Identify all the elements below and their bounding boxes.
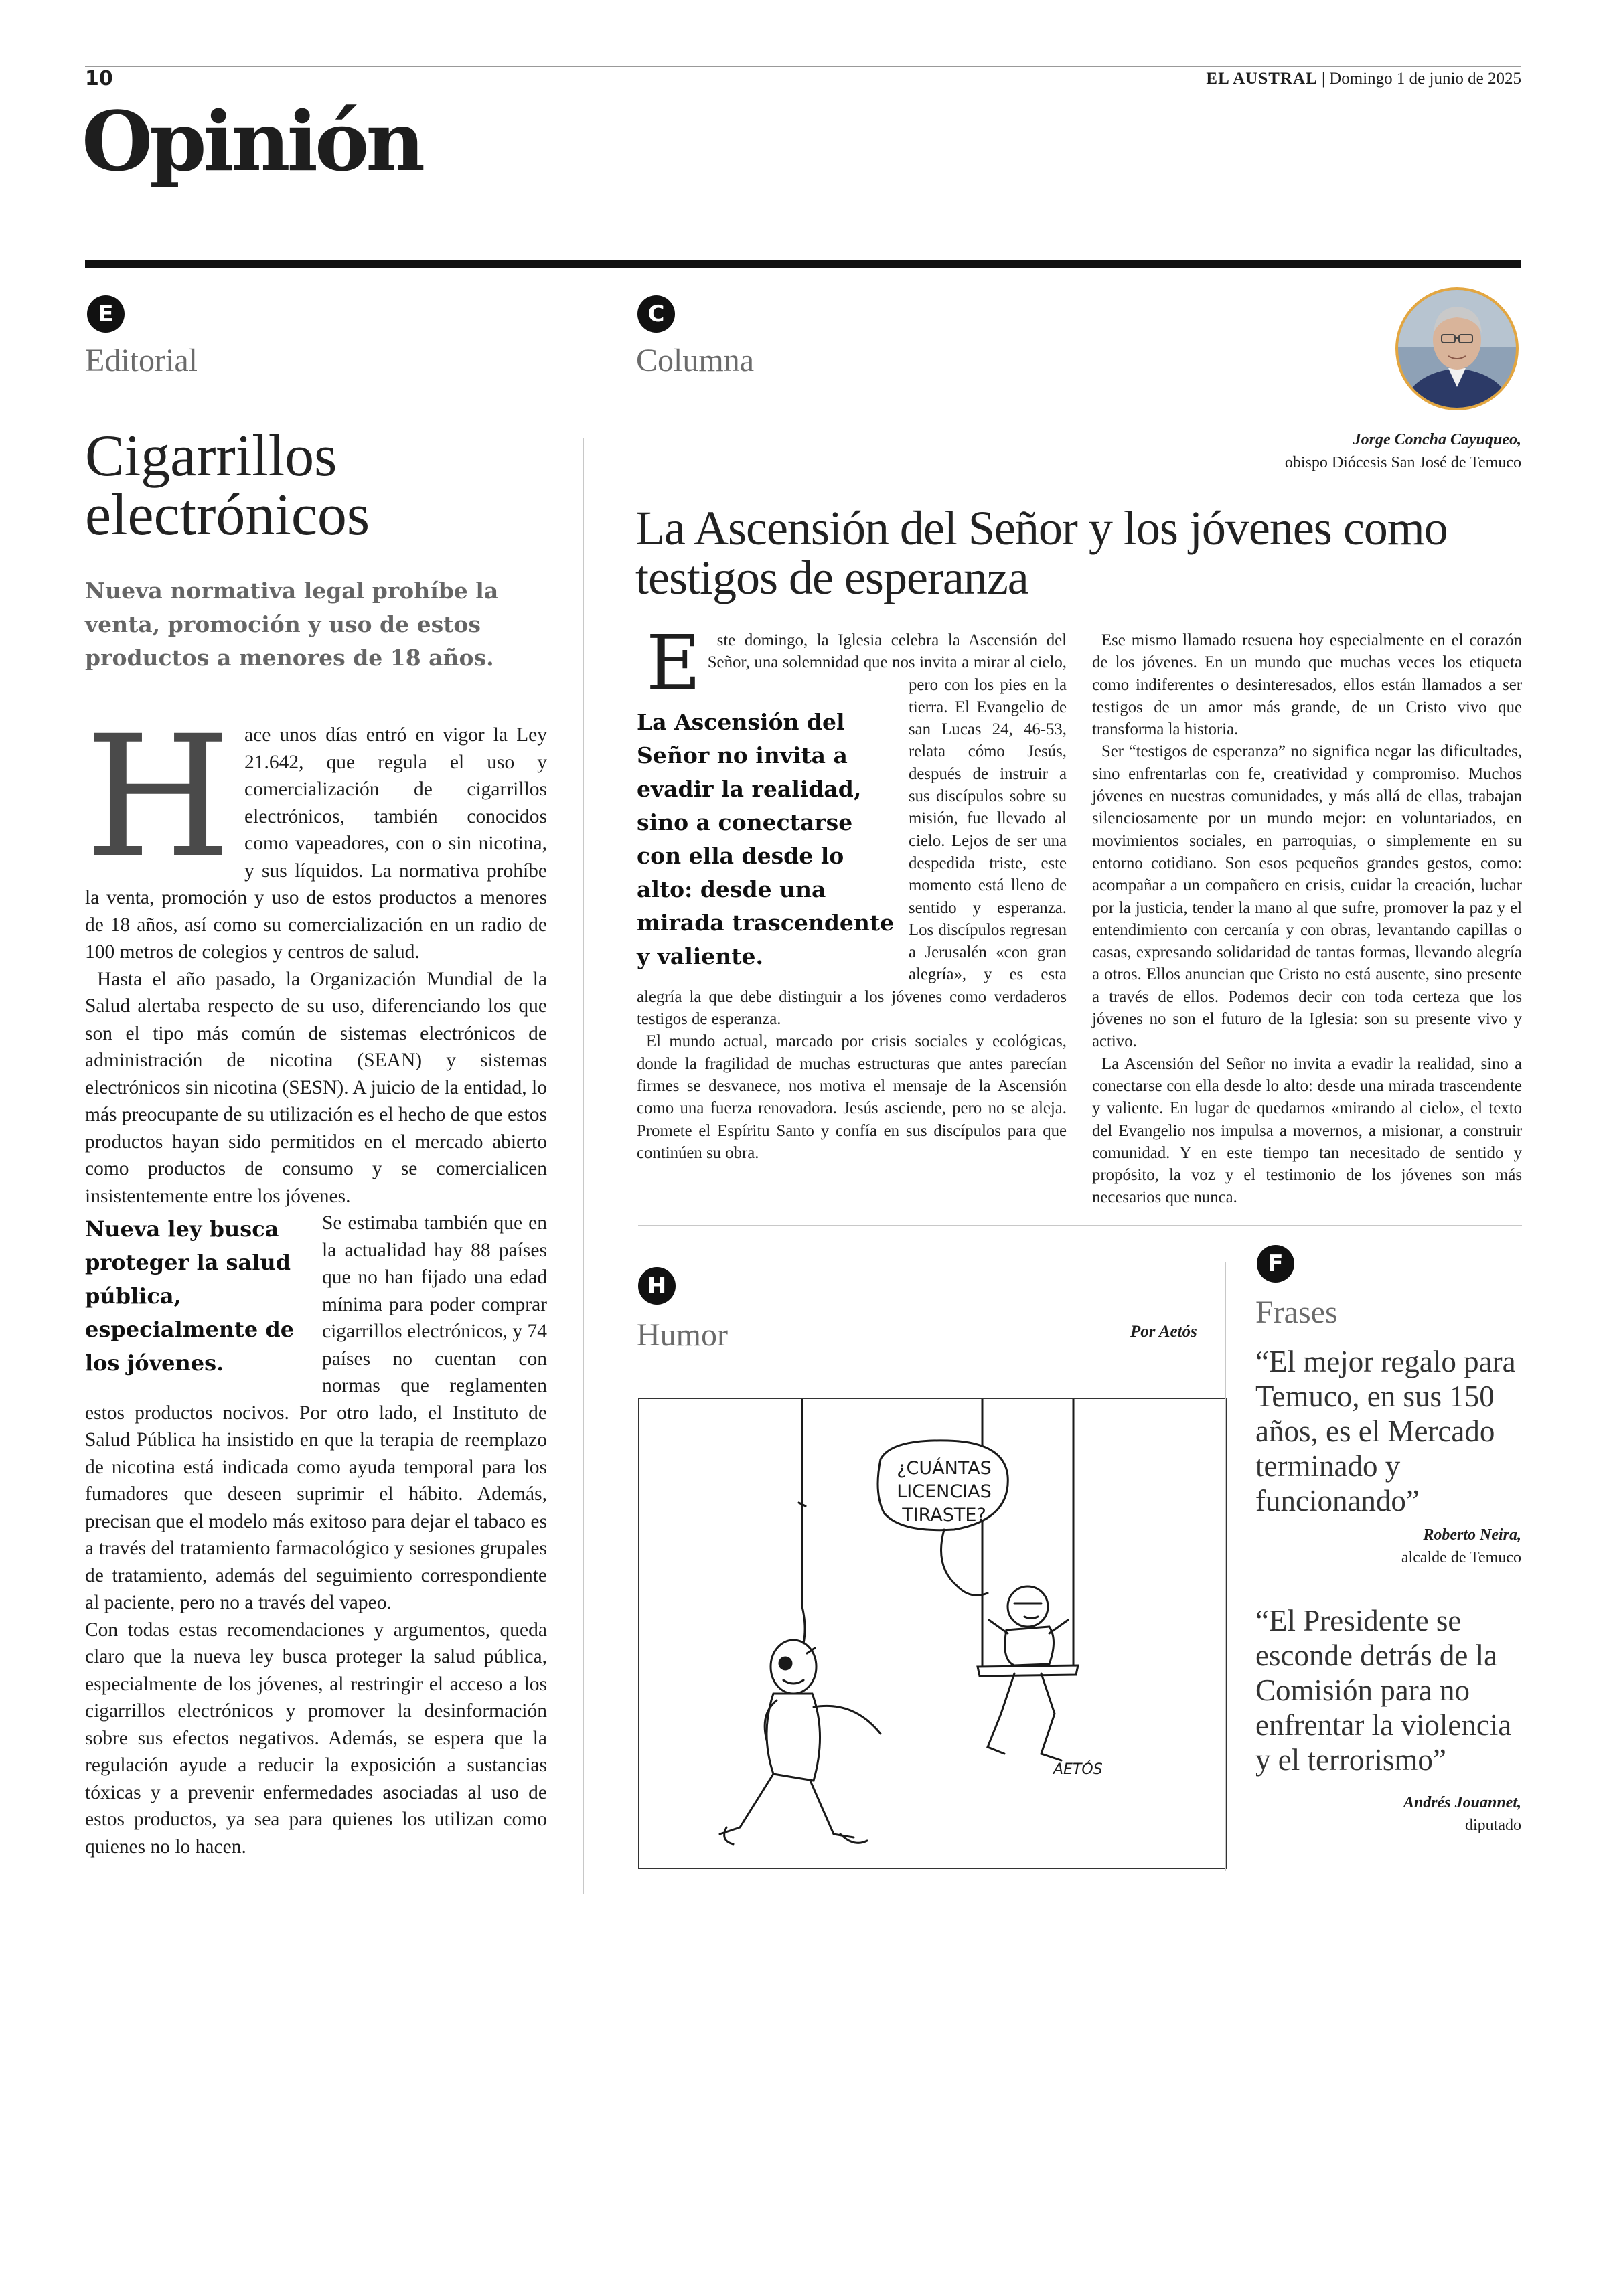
paper-name: EL AUSTRAL [1206,70,1318,88]
editorial-title: Cigarrillos electrónicos [85,424,370,548]
frases-badge: F [1257,1245,1294,1283]
editorial-body [85,700,547,1860]
author-avatar [1395,286,1519,411]
column-pull-quote: La Ascensión del Señor no invita a evadir la realidad, sino a conectarse con ella desde lo alto: desde una mirada trascendente y valiente. [637,709,895,969]
column-paragraph: E La Ascensión del Señor no invita a evadir la realidad, sino a conectarse con ella desde lo alto: desde una mirada trascendente y valiente. ste domingo, la Iglesia celebra la Ascensión del Señor, una solemnidad que nos invita a mirar al cielo, pero con los pies en la tierra. El Evangelio de san Lucas 24, 46-53, relata cómo Jesús, después de instruir a sus discípulos sobre su misión, fue llevado al cielo. Lejos de ser una despedida triste, este momento está lleno de sentido y esperanza. Los discípulos regresan a Jerusalén «con gran alegría», y es esta alegría la que debe distinguir a los jóvenes como verdaderos testigos de esperanza. [637,620,1067,1029]
column-body-right [1092,629,1522,1209]
editorial-kicker: Editorial [85,343,198,378]
editorial-badge: E [87,295,125,333]
author-role: obispo Diócesis San José de Temuco [1284,454,1521,471]
frases-divider [1225,1262,1226,1871]
frase-author-2 [1403,1791,1521,1837]
editorial-paragraph: Con todas estas recomendaciones y argumentos, queda claro que la nueva ley busca proteger la salud pública, especialmente de los jóvenes, al restringir el acceso a los cigarrillos electrónicos y promover la desinformación sobre sus efectos negativos. Además, se espera que la regulación ayude a reducir la exposición a sustancias tóxicas y a prevenir enfermedades asociadas al uso de estos productos, ya sea para quienes los utilizan como quienes no lo hacen. [85,1619,547,1858]
humor-kicker: Humor [637,1317,728,1353]
column-divider [583,438,584,1894]
frase-quote-1: “El mejor regalo para Temuco, en sus 150 años, es el Mercado terminado y funcionando” [1255,1345,1516,1518]
column-badge: C [637,295,675,333]
humor-byline: Por Aetós [1130,1323,1197,1341]
frases-kicker: Frases [1255,1295,1338,1330]
column-bottom-rule [638,1225,1522,1226]
cartoon-frame [638,1398,1227,1869]
frase-author-1-name: Roberto Neira, [1423,1526,1521,1544]
column-kicker: Columna [636,343,754,378]
cartoon-signature: AETÓS [1053,1761,1103,1778]
frase-author-1-role: alcalde de Temuco [1401,1549,1521,1566]
speech-line-2: LICENCIAS [897,1481,992,1502]
issue-date: Domingo 1 de junio de 2025 [1329,70,1521,88]
humor-badge: H [638,1267,676,1305]
frase-author-1 [1401,1524,1521,1569]
editorial-dropcap: H [85,700,232,894]
frase-author-2-role: diputado [1465,1817,1521,1834]
column-paragraph: La Ascensión del Señor no invita a evadir la realidad, sino a conectarse con ella desde lo alto: desde una mirada trascendente y valiente. En lugar de quedarnos «mirando al cielo», el texto del Evangelio nos impulsa a movernos, a misionar, a construir comunidad. Y en este tiempo tan necesitado de sentido y propósito, la voz y el testimonio de los jóvenes son más necesarios que nunca. [1092,1054,1522,1207]
section-rule [85,260,1521,268]
column-paragraph: Ser “testigos de esperanza” no significa negar las dificultades, sino enfrentarlas con fe, creatividad y compromiso. Muchos jóvenes en nuestras comunidades, y más allá de ellas, trabajan silenciosamente por un mundo mejor: en voluntariados, en movimientos sociales, en parroquias, o simplemente en su entorno cotidiano. Son esos pequeños grandes gestos, como: acompañar a un compañero en crisis, cuidar la creación, luchar por la justicia, tender la mano al que sufre, promover la paz y el entendimiento con cercanía y con obras, levantando capillas o casas, expresando solidaridad de tantas formas, llevando alegría a otros. Ellos anuncian que Cristo no está ausente, sino presente a través de ellos. Podemos decir con toda certeza que los jóvenes no son el futuro de la Iglesia: son su presente vivo y activo. [1092,742,1522,1051]
editorial-pull-quote: Nueva ley busca proteger la salud pública, especialmente de los jóvenes. [85,1216,295,1376]
speech-line-1: ¿CUÁNTAS [897,1458,992,1479]
column-author [1285,428,1521,474]
column-dropcap: E [646,620,701,707]
cartoon-illustration [639,1399,1225,1868]
editorial-dek: Nueva normativa legal prohíbe la venta, promoción y uso de estos productos a menores de 18 años. [85,578,499,671]
speech-line-3: TIRASTE? [902,1505,986,1526]
frase-author-2-name: Andrés Jouannet, [1403,1794,1521,1811]
column-paragraph: Ese mismo llamado resuena hoy especialmente en el corazón de los jóvenes. En un mundo que muchas veces los etiqueta como indiferentes o desinteresados, ellos están llamados a ser testigos de un amor más grande, de un Cristo vivo que transforma la historia. [1092,631,1522,739]
editorial-paragraph: Nueva ley busca proteger la salud pública, especialmente de los jóvenes. Se estimaba también que en la actualidad hay 88 países que no han fijado una edad mínima para poder comprar cigarrillos electrónicos, y 74 países no cuentan con normas que reglamenten estos productos nocivos. Por otro lado, el Instituto de Salud Pública ha insistido en que la terapia de reemplazo de nicotina está indicada como ayuda temporal para los fumadores que deseen suprimir el hábito. Además, precisan que el modelo más exitoso para dejar el tabaco es a través del tratamiento farmacológico y sesiones grupales de tratamiento, además del seguimiento correspondiente al paciente, pero no a través del vapeo. [85,1212,547,1613]
section-title: Opinión [82,93,423,189]
page-number: 10 [85,67,113,90]
frase-quote-2: “El Presidente se esconde detrás de la Comisión para no enfrentar la violencia y el terrorismo” [1255,1604,1512,1777]
editorial-paragraph: Hasta el año pasado, la Organización Mundial de la Salud alertaba respecto de su uso, diferenciando los que son el tipo más común de sistemas electrónicos de administración de nicotina (SEAN) y sistemas electrónicos sin nicotina (SESN). A juicio de la entidad, lo más preocupante de su utilización es el hecho de que estos productos hayan sido permitidos en el mercado abierto como productos de consumo y se comercialicen insistentemente entre los jóvenes. [85,968,547,1207]
column-paragraph: El mundo actual, marcado por crisis sociales y ecológicas, donde la fragilidad de muchas estructuras que antes parecían firmes se desvanece, nos motiva el mensaje de la Ascensión como una fuerza renovadora. Jesús asciende, pero no se aleja. Promete el Espíritu Santo y confía en sus discípulos para que continúen su obra. [637,1032,1067,1162]
column-title: La Ascensión del Señor y los jóvenes como testigos de esperanza [635,501,1448,604]
author-name: Jorge Concha Cayuqueo, [1353,431,1521,448]
editorial-paragraph: Hace unos días entró en vigor la Ley 21.642, que regula el uso y comercialización de cigarrillos electrónicos, también conocidos como vapeadores, con o sin nicotina, y sus líquidos. La normativa prohíbe la venta, promoción y uso de estos productos a menores de 18 años, así como su comercialización en un radio de 100 metros de colegios y centros de salud. [85,700,547,963]
masthead: EL AUSTRAL | Domingo 1 de junio de 2025 [1206,70,1521,88]
top-rule [85,66,1521,67]
column-body-left [637,620,1067,1164]
